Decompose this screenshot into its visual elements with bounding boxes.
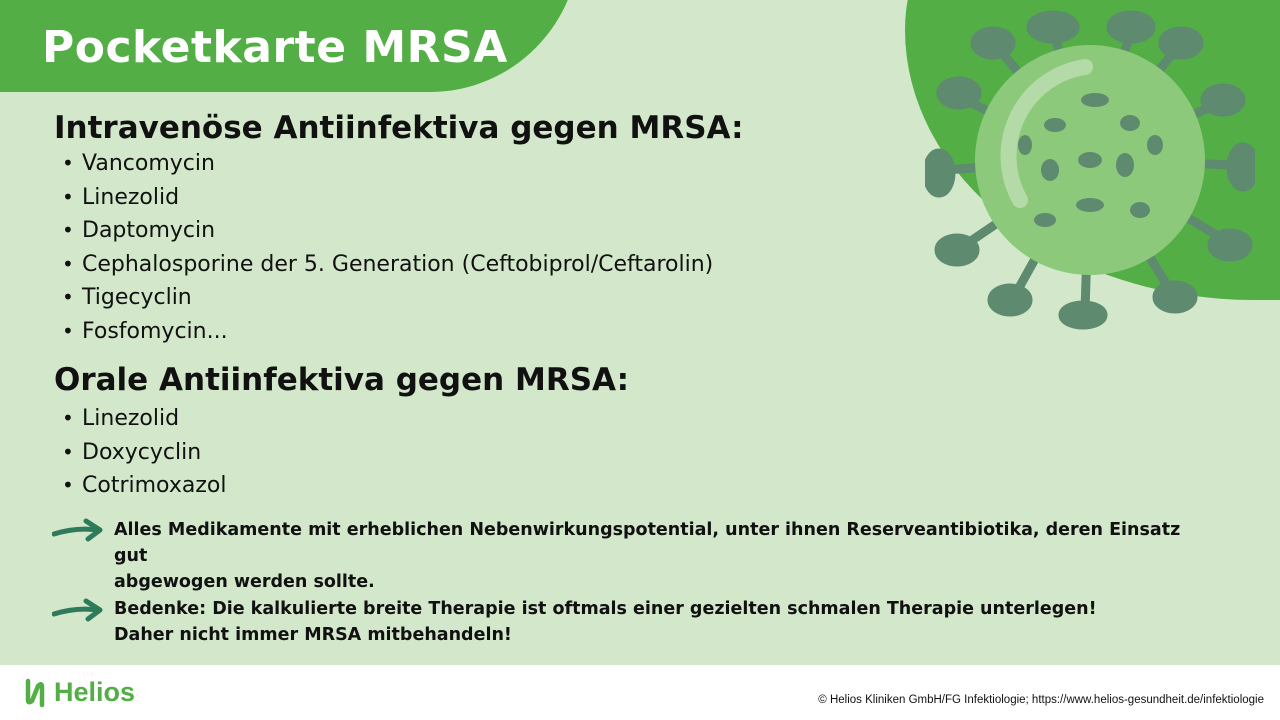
note-therapy (114, 596, 1194, 648)
list-item: • Fosfomycin... (62, 315, 713, 349)
oral-section-heading: Orale Antiinfektiva gegen MRSA: (54, 362, 629, 398)
helios-logo-icon (24, 678, 46, 708)
list-item: • Linezolid (62, 181, 713, 215)
virus-icon (925, 5, 1255, 335)
oral-drug-list (62, 402, 226, 503)
copyright-text: © Helios Kliniken GmbH/FG Infektiologie; https://www.helios-gesundheit.de/infektiologie (818, 694, 1264, 706)
iv-drug-list (62, 147, 713, 348)
note-line: Daher nicht immer MRSA mitbehandeln! (114, 625, 512, 645)
list-item: • Daptomycin (62, 214, 713, 248)
arrow-right-icon (52, 518, 104, 542)
list-item: • Vancomycin (62, 147, 713, 181)
page-title: Pocketkarte MRSA (42, 22, 508, 73)
note-side-effects (114, 517, 1194, 595)
list-item: • Cotrimoxazol (62, 469, 226, 503)
iv-section-heading: Intravenöse Antiinfektiva gegen MRSA: (54, 110, 744, 146)
list-item: • Tigecyclin (62, 281, 713, 315)
helios-logo (24, 677, 135, 708)
arrow-right-icon (52, 598, 104, 622)
note-line: Bedenke: Die kalkulierte breite Therapie ist oftmals einer gezielten schmalen Therapie unterlegen! (114, 599, 1097, 619)
footer (0, 665, 1280, 720)
list-item: • Linezolid (62, 402, 226, 436)
list-item: • Doxycyclin (62, 436, 226, 470)
note-line: Alles Medikamente mit erheblichen Nebenwirkungspotential, unter ihnen Reserveantibiotika, deren Einsatz gut (114, 520, 1181, 566)
list-item: • Cephalosporine der 5. Generation (Ceftobiprol/Ceftarolin) (62, 248, 713, 282)
logo-text: Helios (54, 677, 136, 707)
note-line: abgewogen werden sollte. (114, 572, 375, 592)
